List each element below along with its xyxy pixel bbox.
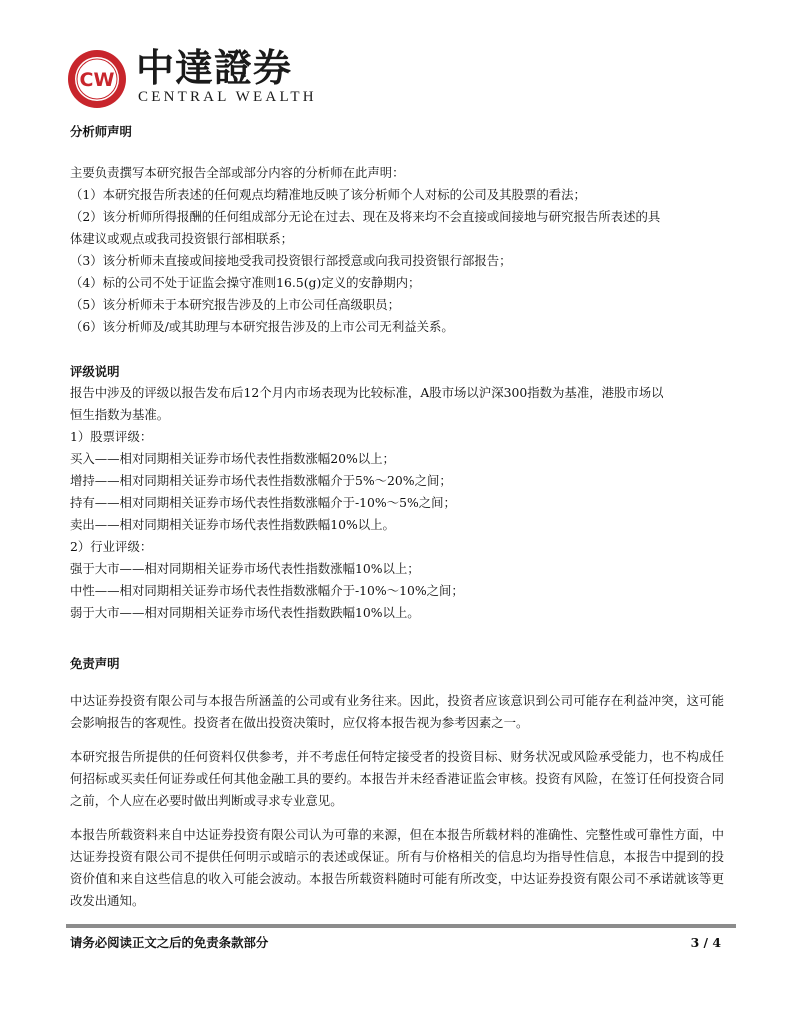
stock-rating-title: 1）股票评级： bbox=[70, 429, 153, 444]
brand-name-en: CENTRAL WEALTH bbox=[138, 89, 317, 105]
industry-rating-item: 强于大市——相对同期相关证券市场代表性指数涨幅10%以上； bbox=[70, 561, 420, 576]
footer-notice: 请务必阅读正文之后的免责条款部分 bbox=[70, 935, 269, 950]
analyst-item: （6）该分析师及/或其助理与本研究报告涉及的上市公司无利益关系。 bbox=[70, 319, 454, 334]
rating-intro-line: 恒生指数为基准。 bbox=[70, 407, 170, 422]
rating-intro-line: 报告中涉及的评级以报告发布后12个月内市场表现为比较标准，A股市场以沪深300指数为基准，港股市场以 bbox=[70, 385, 664, 400]
stock-rating-item: 卖出——相对同期相关证券市场代表性指数跌幅10%以上。 bbox=[70, 517, 395, 532]
analyst-item: （2）该分析师所得报酬的任何组成部分无论在过去、现在及将来均不会直接或间接地与研究报告所表述的具 bbox=[70, 209, 661, 224]
analyst-intro: 主要负责撰写本研究报告全部或部分内容的分析师在此声明： bbox=[70, 165, 405, 180]
disclaimer-paragraph: 本研究报告所提供的任何资料仅供参考，并不考虑任何特定接受者的投资目标、财务状况或风险承受能力，也不构成任何招标或买卖任何证券或任何其他金融工具的要约。本报告并未经香港证监会审核。投资有风险，在签订任何投资合同之前，个人应在必要时做出判断或寻求专业意见。 bbox=[70, 749, 724, 808]
analyst-statement-section bbox=[70, 122, 724, 338]
industry-rating-title: 2）行业评级： bbox=[70, 539, 153, 554]
section-heading-rating: 评级说明 bbox=[70, 364, 120, 379]
logo-mark-text: CW bbox=[79, 69, 115, 91]
analyst-item: （1）本研究报告所表述的任何观点均精准地反映了该分析师个人对标的公司及其股票的看法； bbox=[70, 187, 586, 202]
disclaimer-paragraph: 本报告所载资料来自中达证券投资有限公司认为可靠的来源，但在本报告所载材料的准确性、完整性或可靠性方面，中达证券投资有限公司不提供任何明示或暗示的表述或保证。所有与价格相关的信息均为指导性信息，本报告中提到的投资价值和来自这些信息的收入可能会波动。本报告所载资料随时可能有所改变，中达证券投资有限公司不承诺就该等更改发出通知。 bbox=[70, 827, 724, 908]
analyst-item: 体建议或观点或我司投资银行部相联系； bbox=[70, 231, 294, 246]
rating-description-section bbox=[70, 362, 724, 624]
brand-name-cn: 中達證券 bbox=[136, 46, 293, 90]
stock-rating-item: 增持——相对同期相关证券市场代表性指数涨幅介于5%～20%之间； bbox=[70, 473, 452, 488]
analyst-item: （3）该分析师未直接或间接地受我司投资银行部授意或向我司投资银行部报告； bbox=[70, 253, 512, 268]
disclaimer-paragraph: 中达证券投资有限公司与本报告所涵盖的公司或有业务往来。因此，投资者应该意识到公司可能存在利益冲突，这可能会影响报告的客观性。投资者在做出投资决策时，应仅将本报告视为参考因素之一。 bbox=[70, 693, 724, 730]
footer-divider bbox=[66, 924, 736, 928]
disclaimer-section bbox=[70, 654, 724, 912]
analyst-item: （5）该分析师未于本研究报告涉及的上市公司任高级职员； bbox=[70, 297, 401, 312]
section-heading-disclaimer: 免责声明 bbox=[70, 656, 120, 671]
industry-rating-item: 弱于大市——相对同期相关证券市场代表性指数跌幅10%以上。 bbox=[70, 605, 420, 620]
stock-rating-item: 持有——相对同期相关证券市场代表性指数涨幅介于-10%～5%之间； bbox=[70, 495, 456, 510]
cw-logo-icon bbox=[66, 48, 128, 110]
analyst-item: （4）标的公司不处于证监会操守准则16.5(g)定义的安静期内； bbox=[70, 275, 421, 290]
company-logo bbox=[66, 44, 317, 108]
report-body bbox=[70, 122, 724, 912]
industry-rating-item: 中性——相对同期相关证券市场代表性指数涨幅介于-10%～10%之间； bbox=[70, 583, 464, 598]
page-number: 3 / 4 bbox=[690, 935, 721, 950]
section-heading-analyst: 分析师声明 bbox=[70, 124, 132, 139]
stock-rating-item: 买入——相对同期相关证券市场代表性指数涨幅20%以上； bbox=[70, 451, 395, 466]
